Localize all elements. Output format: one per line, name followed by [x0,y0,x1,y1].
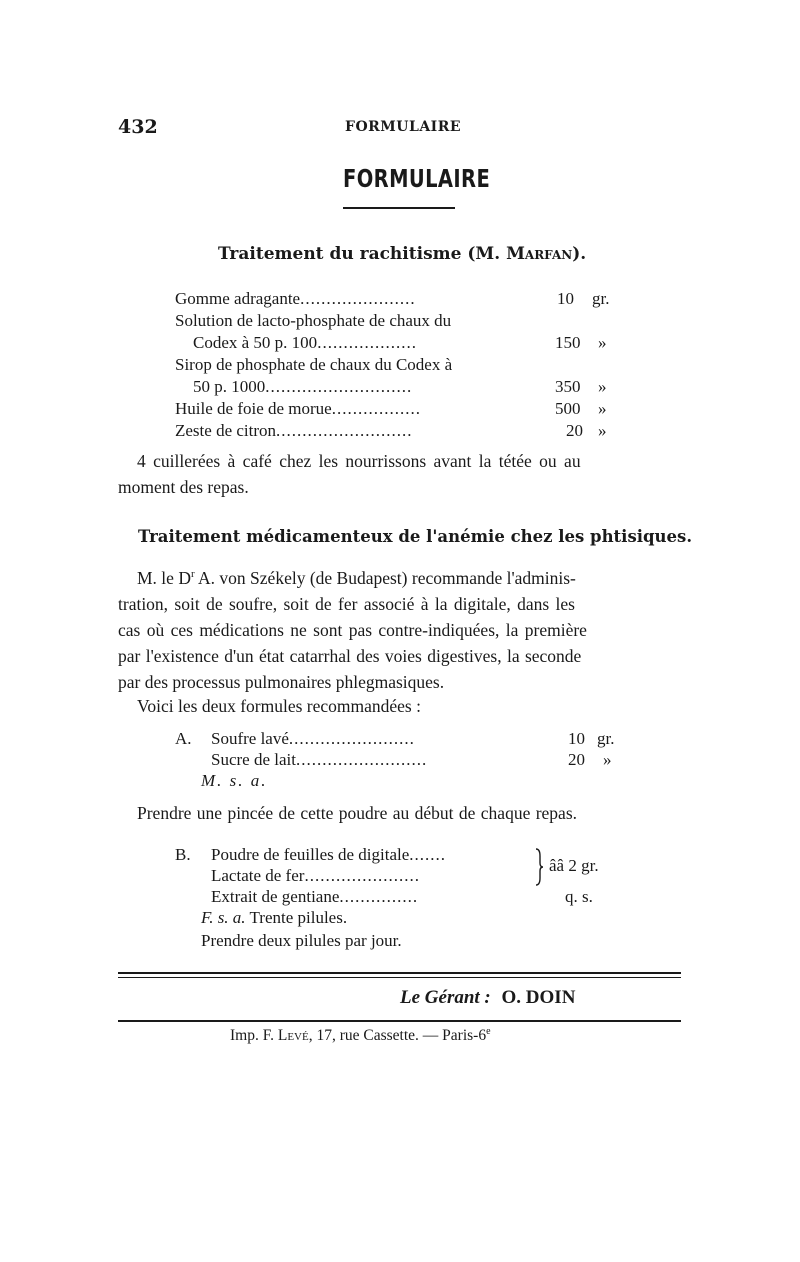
leader-dots: ................... [317,333,417,352]
recipe-line [211,729,415,749]
paragraph-line: par l'existence d'un état catarrhal des voies digestives, la seconde [118,646,582,666]
brace-qty: ââ 2 gr. [549,856,599,875]
paragraph-text: A. von Székely (de Budapest) recommande l'adminis- [194,568,576,588]
paragraph-line: cas où ces médications ne sont pas contre-indiquées, la première [118,620,587,640]
superscript: e [486,1026,491,1037]
formula-b-directive [201,908,347,928]
ingredient-name: Soufre lavé [211,729,289,748]
superscript: r [190,568,195,581]
ingredient-name: Solution de lacto-phosphate de chaux du [175,311,452,330]
gerant-line [400,987,575,1009]
section-title-rachitisme [218,244,586,264]
instruction-line: moment des repas. [118,477,249,497]
leader-dots: ........................ [288,729,415,748]
imprint-suffix: , 17, rue Cassette. — Paris-6 [308,1027,487,1045]
section-title-anemie: Traitement médicamenteux de l'anémie chez les phtisiques. [138,527,693,546]
imprint-line [230,1026,491,1045]
leader-dots: ............... [339,887,419,906]
ingredient-qty: 350 [555,377,581,396]
ingredient-qty: 20 [568,750,585,769]
formula-a-directive: M. s. a. [201,771,268,790]
ingredient-qty: 500 [555,399,581,418]
recipe-line [211,887,418,907]
leader-dots: ...................... [304,866,420,885]
ingredient-name: Huile de foie de morue [175,399,332,418]
ingredient-qty: q. s. [565,887,593,906]
footer-rule-thin [118,977,681,978]
paragraph-line: Voici les deux formules recommandées : [137,696,421,716]
ingredient-name: 50 p. 1000 [193,377,266,396]
section-title-author: Marfan [506,244,573,264]
ingredient-unit: gr. [592,289,610,308]
ingredient-name: Lactate de fer [211,866,305,885]
formula-b-label: B. [175,845,191,864]
directive-text: Trente pilules. [245,908,348,927]
ingredient-name: Zeste de citron [175,421,277,440]
ingredient-unit: » [598,399,607,418]
running-title: FORMULAIRE [345,119,462,135]
section-title-prefix: Traitement du rachitisme (M. [218,244,507,264]
recipe-line [211,845,446,865]
ingredient-qty: 150 [555,333,581,352]
footer-rule-top [118,972,681,974]
page-title: FORMULAIRE [343,164,491,193]
ingredient-unit: » [598,333,607,352]
ingredient-unit: » [598,421,607,440]
formula-b-instruction: Prendre deux pilules par jour. [201,931,402,950]
recipe-line [211,866,420,886]
ingredient-name: Sirop de phosphate de chaux du Codex à [175,355,453,374]
ingredient-qty: 20 [566,421,583,440]
gerant-name: O. DOIN [501,987,576,1008]
paragraph-line [137,568,576,589]
imprint-name: Levé [277,1027,309,1045]
title-rule [343,207,455,209]
recipe-line [193,377,412,397]
leader-dots: ............................ [265,377,413,396]
paragraph-text: M. le D [137,568,191,588]
page-number: 432 [118,116,158,138]
leader-dots: ...................... [300,289,416,308]
ingredient-qty: 10 [568,729,585,748]
curly-brace-icon [534,848,544,886]
instruction-line: 4 cuillerées à café chez les nourrissons avant la tétée ou au [137,451,581,471]
footer-rule-bottom [118,1020,681,1022]
directive-prefix: F. s. a. [201,908,246,927]
recipe-line [175,355,452,375]
ingredient-name: Sucre de lait [211,750,296,769]
ingredient-unit: » [598,377,607,396]
recipe-line [193,333,417,353]
recipe-line [175,311,451,331]
formula-a-label: A. [175,729,192,748]
ingredient-qty: 10 [557,289,574,308]
recipe-line [175,289,416,309]
ingredient-name: Poudre de feuilles de digitale [211,845,410,864]
ingredient-name: Extrait de gentiane [211,887,340,906]
ingredient-unit: gr. [597,729,615,748]
paragraph-line: par des processus pulmonaires phlegmasiques. [118,672,445,692]
paragraph-line: tration, soit de soufre, soit de fer associé à la digitale, dans les [118,594,575,614]
ingredient-name: Gomme adragante [175,289,301,308]
leader-dots: ......................... [295,750,428,769]
leader-dots: ................. [331,399,421,418]
section-title-suffix: ). [572,244,587,264]
ingredient-name: Codex à 50 p. 100 [193,333,318,352]
gerant-label: Le Gérant : [400,987,491,1008]
imprint-prefix: Imp. F. [230,1027,278,1045]
recipe-line [175,399,421,419]
recipe-line [211,750,427,770]
leader-dots: .......................... [276,421,413,440]
leader-dots: ....... [409,845,447,864]
ingredient-unit: » [603,750,612,769]
formula-a-instruction: Prendre une pincée de cette poudre au début de chaque repas. [137,803,578,823]
recipe-line [175,421,413,441]
